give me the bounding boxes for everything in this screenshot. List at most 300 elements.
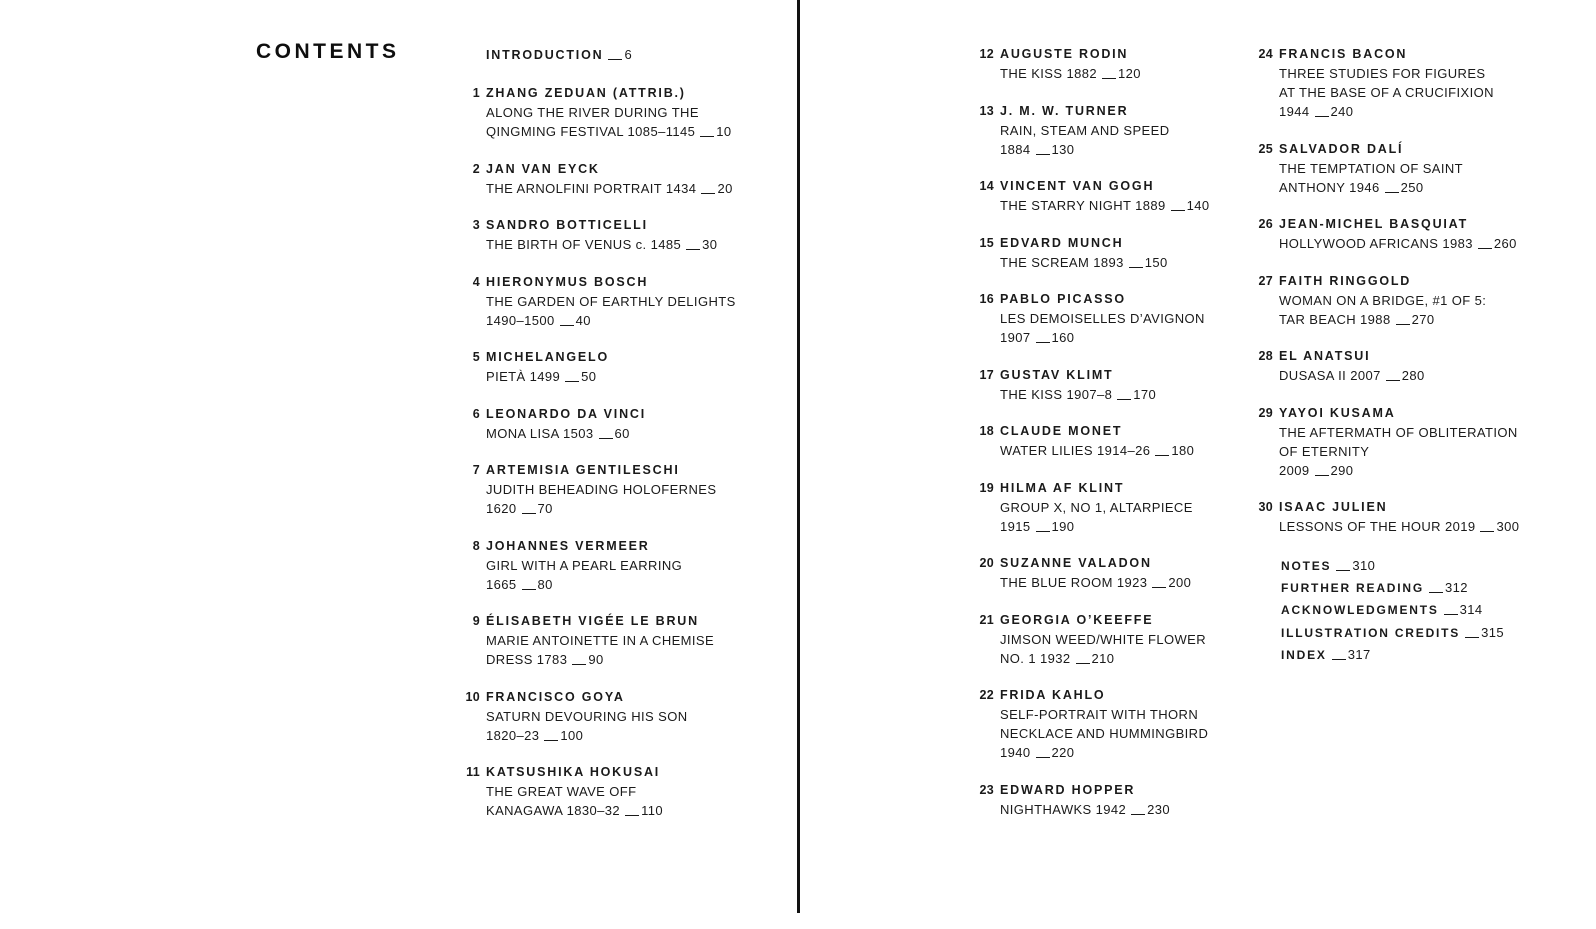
entry-title-line	[1000, 649, 1206, 668]
entry-page-number: 10	[716, 124, 732, 139]
entry-body	[486, 348, 609, 386]
toc-entry	[1253, 404, 1519, 480]
entry-artist-name: ÉLISABETH VIGÉE LE BRUN	[486, 614, 699, 628]
entry-title-line	[486, 726, 688, 745]
entry-number: 3	[472, 218, 480, 232]
entry-title-line	[1000, 196, 1210, 215]
entry-number: 4	[472, 274, 480, 289]
toc-entry	[460, 273, 736, 330]
page-leader	[700, 136, 714, 137]
entry-body	[486, 537, 682, 594]
entry-title-text: 1820–23	[486, 727, 540, 743]
page-leader	[1152, 587, 1166, 588]
entry-number: 22	[979, 688, 994, 702]
entry-page-number: 80	[537, 576, 553, 592]
entry-page-number: 240	[1330, 104, 1354, 119]
entry-body	[1000, 686, 1208, 762]
entry-title-line	[1000, 140, 1170, 159]
entry-title-text: 1940	[1000, 745, 1031, 760]
page-leader	[625, 815, 639, 816]
entry-body	[1000, 781, 1170, 819]
entry-title-text: THE KISS 1882	[1000, 66, 1097, 81]
entry-title-line	[1000, 309, 1205, 328]
entry-page-number: 200	[1168, 575, 1192, 590]
entry-title-text: THE BLUE ROOM 1923	[1000, 575, 1148, 590]
entry-title-text: NIGHTHAWKS 1942	[1000, 801, 1127, 817]
entry-artist-name: J. M. W. TURNER	[1000, 103, 1129, 118]
entry-page-number: 220	[1051, 745, 1075, 760]
entry-number: 2	[472, 161, 480, 176]
entry-artist-name: ISAAC JULIEN	[1279, 500, 1388, 514]
entry-title-line	[486, 631, 714, 650]
backmatter-row	[1281, 644, 1519, 666]
entry-title-line	[1000, 498, 1193, 517]
entry-body	[486, 216, 717, 254]
toc-entry	[974, 554, 1210, 592]
entry-title-text: 1490–1500	[486, 312, 555, 328]
entry-page-number: 20	[717, 180, 733, 196]
entry-title-line	[486, 782, 663, 801]
entry-title-text: OF ETERNITY	[1279, 443, 1370, 459]
toc-entry	[974, 781, 1210, 819]
entry-title-line	[1279, 366, 1425, 385]
page-leader	[1036, 154, 1050, 155]
entry-number: 17	[979, 367, 994, 382]
toc-entry	[460, 405, 736, 443]
entry-page-number: 160	[1051, 330, 1075, 345]
entry-title-line	[1000, 121, 1170, 140]
page-leader	[599, 438, 613, 439]
entry-title-text: WATER LILIES 1914–26	[1000, 443, 1151, 458]
entry-title-text: HOLLYWOOD AFRICANS 1983	[1279, 236, 1473, 251]
backmatter-list	[1281, 555, 1519, 667]
entry-page-number: 270	[1411, 311, 1435, 327]
entry-title-line	[1279, 291, 1486, 310]
entry-title-line	[486, 292, 736, 311]
entry-artist-name: GUSTAV KLIMT	[1000, 367, 1114, 382]
intro-label: INTRODUCTION	[486, 48, 604, 62]
entry-title-line	[486, 367, 609, 386]
entry-title-text: TAR BEACH 1988	[1279, 311, 1391, 327]
entry-number: 19	[979, 480, 994, 495]
entry-artist-name: SALVADOR DALÍ	[1279, 141, 1404, 156]
entry-title-line	[1000, 743, 1208, 762]
entry-page-number: 170	[1133, 386, 1157, 402]
entry-artist-name: JAN VAN EYCK	[486, 161, 600, 176]
entry-title-line	[1000, 705, 1208, 724]
backmatter-label: INDEX	[1281, 648, 1327, 663]
entry-title-text: THE GREAT WAVE OFF	[486, 784, 637, 799]
backmatter-label: NOTES	[1281, 558, 1332, 573]
entry-body	[486, 688, 688, 745]
entry-title-text: 1665	[486, 576, 517, 592]
entry-body	[1279, 215, 1517, 253]
entry-number: 18	[979, 424, 994, 438]
entry-title-text: THREE STUDIES FOR FIGURES	[1279, 66, 1486, 81]
toc-entry	[974, 366, 1210, 404]
backmatter-label: ILLUSTRATION CREDITS	[1281, 625, 1461, 640]
entry-title-text: THE BIRTH OF VENUS c. 1485	[486, 237, 682, 252]
toc-entry	[460, 216, 736, 254]
entry-title-line	[1000, 64, 1141, 83]
entry-page-number: 140	[1186, 198, 1210, 213]
toc-entry	[974, 234, 1210, 272]
entry-number: 11	[466, 765, 480, 779]
toc-entry	[1253, 498, 1519, 536]
entry-title-line	[1000, 253, 1168, 272]
page-leader	[1429, 592, 1443, 593]
page-leader	[1385, 192, 1399, 193]
entry-title-line	[486, 499, 716, 518]
page-leader	[1478, 248, 1492, 249]
entry-body	[1000, 290, 1205, 347]
entry-number: 5	[472, 350, 480, 364]
entry-title-line	[1000, 385, 1156, 404]
entry-artist-name: SANDRO BOTTICELLI	[486, 218, 648, 232]
entry-title-line	[486, 103, 732, 122]
page-leader	[1102, 78, 1116, 79]
entry-page-number: 250	[1400, 179, 1424, 195]
entry-artist-name: FRIDA KAHLO	[1000, 688, 1106, 702]
entry-title-text: THE STARRY NIGHT 1889	[1000, 198, 1166, 213]
entry-artist-name: ARTEMISIA GENTILESCHI	[486, 463, 680, 477]
page-leader	[1036, 342, 1050, 343]
entry-page-number: 50	[581, 369, 597, 384]
toc-entry	[974, 422, 1210, 460]
entry-number: 20	[979, 556, 994, 570]
entry-title-line	[1279, 442, 1518, 461]
backmatter-page-number: 315	[1481, 624, 1504, 640]
page-leader	[608, 59, 622, 60]
toc-entry	[974, 479, 1210, 536]
entry-number: 21	[979, 612, 994, 627]
entry-number: 24	[1258, 47, 1273, 61]
entry-title-text: NECKLACE AND HUMMINGBIRD	[1000, 726, 1209, 741]
backmatter-row	[1281, 622, 1519, 644]
entry-title-line	[486, 235, 717, 254]
entry-title-text: LESSONS OF THE HOUR 2019	[1279, 519, 1476, 534]
entry-number: 26	[1258, 217, 1273, 231]
backmatter-page-number: 314	[1459, 602, 1483, 618]
entry-title-text: THE SCREAM 1893	[1000, 254, 1124, 270]
entry-title-text: KANAGAWA 1830–32	[486, 803, 621, 818]
entry-title-line	[486, 179, 733, 198]
entry-number: 12	[979, 47, 994, 61]
entry-title-text: 1915	[1000, 518, 1031, 534]
entry-page-number: 70	[537, 501, 553, 516]
entry-title-text: JIMSON WEED/WHITE FLOWER	[1000, 631, 1207, 647]
toc-entry	[460, 537, 736, 594]
entry-page-number: 40	[575, 312, 591, 328]
toc-entry	[460, 160, 736, 198]
backmatter-row	[1281, 599, 1519, 621]
page-leader	[1129, 267, 1143, 268]
entry-page-number: 130	[1051, 141, 1075, 157]
backmatter-row	[1281, 555, 1519, 577]
entry-body	[1279, 347, 1425, 385]
entry-number: 27	[1258, 273, 1273, 288]
page-leader	[1155, 455, 1169, 456]
entry-artist-name: HIERONYMUS BOSCH	[486, 274, 649, 289]
entry-title-text: DRESS 1783	[486, 652, 568, 667]
toc-entry	[974, 45, 1210, 83]
page-leader	[572, 664, 586, 665]
page-leader	[560, 325, 574, 326]
entry-title-text: WOMAN ON A BRIDGE, #1 OF 5:	[1279, 292, 1487, 308]
page-leader	[1131, 814, 1145, 815]
entry-title-text: ALONG THE RIVER DURING THE	[486, 105, 699, 120]
entry-title-text: SELF-PORTRAIT WITH THORN	[1000, 707, 1199, 722]
entry-number: 15	[979, 235, 994, 250]
entry-artist-name: PABLO PICASSO	[1000, 292, 1126, 306]
entry-body	[1000, 422, 1194, 460]
entry-artist-name: JEAN-MICHEL BASQUIAT	[1279, 217, 1469, 231]
backmatter-label: ACKNOWLEDGMENTS	[1281, 603, 1439, 618]
page-leader	[544, 740, 558, 741]
page-leader	[1036, 531, 1050, 532]
entry-title-text: MONA LISA 1503	[486, 425, 594, 441]
entry-page-number: 60	[614, 425, 630, 441]
entry-artist-name: JOHANNES VERMEER	[486, 538, 650, 553]
toc-entry-list	[460, 84, 736, 820]
entry-title-line	[1279, 102, 1494, 121]
entry-body	[1279, 45, 1494, 121]
entry-number: 23	[979, 782, 994, 797]
entry-artist-name: CLAUDE MONET	[1000, 424, 1123, 438]
entry-body	[1000, 479, 1193, 536]
entry-page-number: 210	[1091, 650, 1115, 666]
entry-page-number: 120	[1117, 66, 1141, 81]
entry-title-line	[1279, 64, 1494, 83]
entry-artist-name: EDVARD MUNCH	[1000, 235, 1124, 250]
entry-number: 7	[472, 463, 480, 477]
entry-title-text: THE GARDEN OF EARTHLY DELIGHTS	[486, 293, 736, 309]
entry-number: 1	[472, 86, 480, 100]
entry-artist-name: FRANCISCO GOYA	[486, 689, 625, 704]
entry-title-line	[1000, 724, 1208, 743]
entry-artist-name: AUGUSTE RODIN	[1000, 47, 1129, 61]
entry-body	[1000, 45, 1141, 83]
page-leader	[1036, 757, 1050, 758]
page-leader	[1336, 570, 1350, 571]
backmatter-row	[1281, 577, 1519, 599]
entry-body	[486, 84, 732, 141]
entry-title-line	[486, 801, 663, 820]
entry-page-number: 100	[560, 727, 584, 743]
entry-body	[1279, 404, 1518, 480]
entry-title-line	[486, 707, 688, 726]
entry-artist-name: SUZANNE VALADON	[1000, 556, 1152, 570]
entry-title-line	[1000, 441, 1194, 460]
entry-title-line	[1279, 159, 1463, 178]
entry-title-text: DUSASA II 2007	[1279, 368, 1381, 383]
entry-title-text: 1620	[486, 501, 517, 516]
entry-page-number: 150	[1144, 254, 1168, 270]
entry-title-line	[486, 650, 714, 669]
entry-page-number: 260	[1493, 236, 1517, 251]
entry-page-number: 30	[702, 237, 718, 252]
entry-number: 30	[1258, 500, 1273, 514]
entry-artist-name: FRANCIS BACON	[1279, 47, 1408, 61]
entry-artist-name: LEONARDO DA VINCI	[486, 406, 647, 421]
entry-page-number: 90	[588, 652, 604, 667]
entry-number: 10	[465, 689, 480, 704]
entry-artist-name: ZHANG ZEDUAN (ATTRIB.)	[486, 86, 686, 100]
entry-title-line	[1000, 800, 1170, 819]
page-leader	[1386, 380, 1400, 381]
entry-body	[486, 405, 646, 443]
entry-body	[486, 612, 714, 669]
toc-entry-list	[974, 45, 1210, 819]
entry-title-text: AT THE BASE OF A CRUCIFIXION	[1279, 85, 1494, 100]
entry-artist-name: EL ANATSUI	[1279, 349, 1371, 363]
entry-body	[486, 273, 736, 330]
entry-title-text: PIETÀ 1499	[486, 369, 561, 384]
toc-column-1	[460, 45, 736, 839]
toc-column-3	[1253, 45, 1519, 667]
page-title: CONTENTS	[256, 40, 400, 63]
entry-title-line	[486, 480, 716, 499]
entry-body	[1000, 234, 1168, 272]
page-leader	[565, 381, 579, 382]
toc-entry	[1253, 347, 1519, 385]
entry-number: 14	[979, 179, 994, 193]
entry-body	[486, 160, 733, 198]
page-leader	[686, 249, 700, 250]
entry-title-text: THE ARNOLFINI PORTRAIT 1434	[486, 180, 697, 196]
toc-entry	[974, 102, 1210, 159]
entry-title-line	[1279, 234, 1517, 253]
backmatter-label: FURTHER READING	[1281, 580, 1424, 595]
entry-title-text: LES DEMOISELLES D’AVIGNON	[1000, 311, 1205, 326]
page-leader	[1480, 531, 1494, 532]
entry-artist-name: FAITH RINGGOLD	[1279, 273, 1412, 288]
backmatter-page-number: 317	[1347, 647, 1371, 663]
entry-title-line	[1000, 630, 1206, 649]
entry-title-text: QINGMING FESTIVAL 1085–1145	[486, 124, 696, 139]
entry-body	[1000, 102, 1170, 159]
page-leader	[522, 589, 536, 590]
page-leader	[1315, 116, 1329, 117]
page-leader	[1396, 324, 1410, 325]
entry-title-line	[486, 311, 736, 330]
page-leader	[522, 513, 536, 514]
entry-number: 9	[472, 614, 480, 628]
entry-page-number: 300	[1496, 519, 1520, 534]
entry-body	[1279, 272, 1486, 329]
toc-entry	[974, 686, 1210, 762]
entry-title-text: NO. 1 1932	[1000, 650, 1071, 666]
entry-title-line	[1279, 423, 1518, 442]
page-leader	[1465, 637, 1479, 638]
toc-entry	[460, 688, 736, 745]
entry-page-number: 180	[1171, 443, 1195, 458]
toc-entry	[1253, 272, 1519, 329]
entry-artist-name: GEORGIA O’KEEFFE	[1000, 612, 1154, 627]
page-leader	[1444, 614, 1458, 615]
entry-body	[1279, 140, 1463, 197]
page-leader	[1332, 659, 1346, 660]
entry-title-text: 1944	[1279, 104, 1310, 119]
entry-title-text: 1907	[1000, 330, 1031, 345]
entry-number: 28	[1258, 349, 1273, 363]
entry-page-number: 290	[1330, 462, 1354, 478]
page-leader	[701, 193, 715, 194]
toc-entry-list	[1253, 45, 1519, 536]
entry-title-text: RAIN, STEAM AND SPEED	[1000, 122, 1170, 138]
toc-entry	[1253, 140, 1519, 197]
entry-number: 13	[979, 103, 994, 118]
entry-artist-name: HILMA AF KLINT	[1000, 480, 1125, 495]
entry-title-text: 1884	[1000, 141, 1031, 157]
entry-title-text: THE TEMPTATION OF SAINT	[1279, 160, 1463, 176]
entry-artist-name: VINCENT VAN GOGH	[1000, 179, 1155, 193]
page-leader	[1076, 663, 1090, 664]
page-leader	[1315, 475, 1329, 476]
intro-page-number: 6	[624, 47, 633, 62]
entry-number: 25	[1258, 141, 1273, 156]
page-leader	[1171, 210, 1185, 211]
toc-entry	[460, 84, 736, 141]
toc-entry	[460, 461, 736, 518]
entry-page-number: 280	[1401, 368, 1425, 383]
entry-title-text: GIRL WITH A PEARL EARRING	[486, 557, 683, 573]
entry-title-line	[1279, 517, 1519, 536]
entry-body	[1000, 554, 1191, 592]
entry-body	[486, 763, 663, 820]
entry-artist-name: MICHELANGELO	[486, 350, 609, 364]
entry-title-line	[1000, 573, 1191, 592]
entry-page-number: 230	[1147, 801, 1171, 817]
entry-title-text: MARIE ANTOINETTE IN A CHEMISE	[486, 633, 715, 648]
entry-title-line	[1279, 310, 1486, 329]
page-divider	[797, 0, 800, 913]
toc-entry	[1253, 215, 1519, 253]
toc-column-2	[974, 45, 1210, 837]
page-leader	[1117, 399, 1131, 400]
entry-title-line	[486, 122, 732, 141]
entry-title-line	[1279, 178, 1463, 197]
backmatter-page-number: 312	[1445, 579, 1468, 595]
toc-entry	[460, 348, 736, 386]
toc-entry	[460, 612, 736, 669]
entry-title-line	[486, 556, 682, 575]
entry-title-line	[1000, 517, 1193, 536]
toc-entry	[974, 177, 1210, 215]
entry-title-line	[486, 424, 646, 443]
entry-body	[1000, 611, 1206, 668]
entry-title-line	[486, 575, 682, 594]
entry-title-text: SATURN DEVOURING HIS SON	[486, 708, 688, 724]
entry-title-text: GROUP X, NO 1, ALTARPIECE	[1000, 499, 1193, 515]
entry-number: 29	[1258, 405, 1273, 420]
entry-page-number: 190	[1051, 518, 1075, 534]
entry-number: 6	[472, 406, 480, 421]
entry-artist-name: KATSUSHIKA HOKUSAI	[486, 765, 661, 779]
entry-artist-name: EDWARD HOPPER	[1000, 782, 1136, 797]
entry-title-line	[1279, 83, 1494, 102]
entry-title-text: THE AFTERMATH OF OBLITERATION	[1279, 424, 1518, 440]
toc-entry	[460, 763, 736, 820]
backmatter-page-number: 310	[1352, 557, 1376, 573]
entry-title-line	[1279, 461, 1518, 480]
entry-title-line	[1000, 328, 1205, 347]
entry-page-number: 110	[641, 803, 664, 818]
entry-title-text: JUDITH BEHEADING HOLOFERNES	[486, 482, 717, 497]
toc-intro	[486, 45, 736, 65]
entry-number: 8	[472, 538, 480, 553]
toc-entry	[974, 290, 1210, 347]
